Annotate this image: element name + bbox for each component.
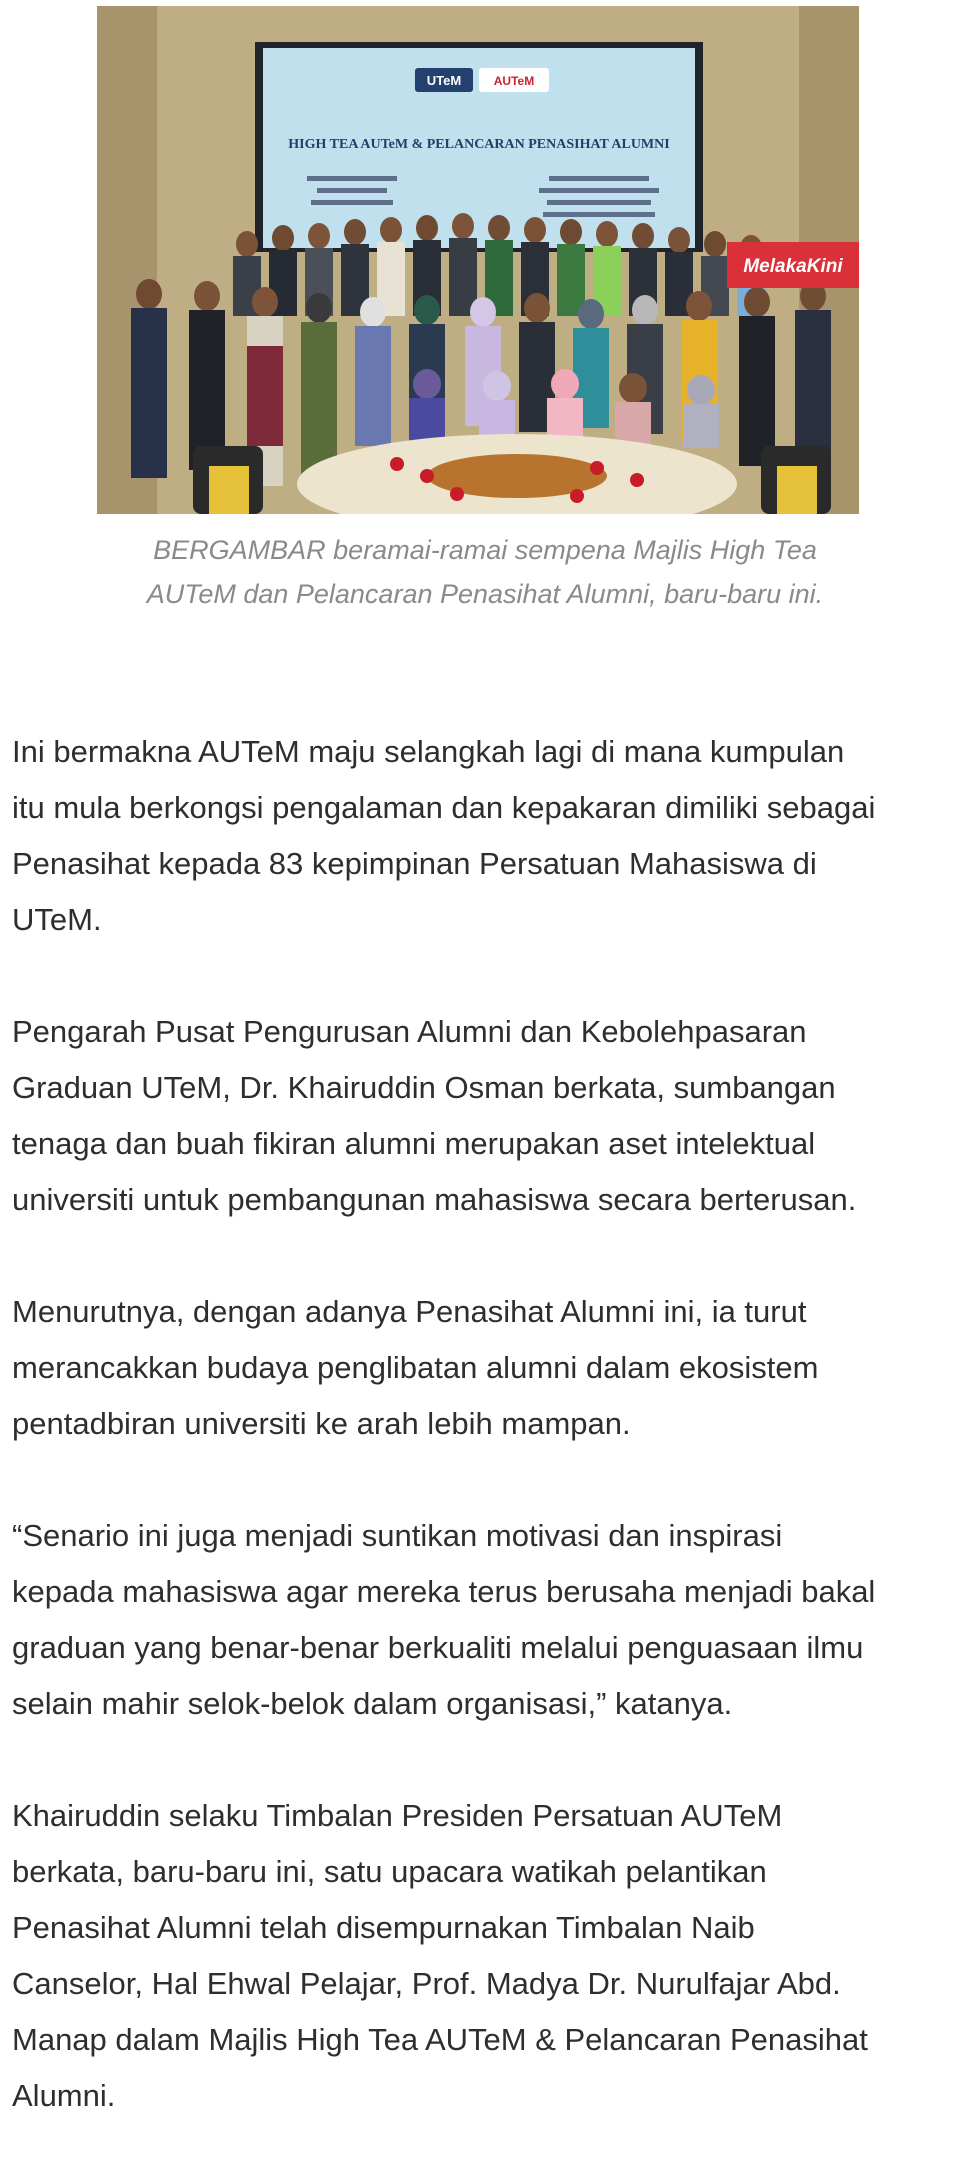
article-line: berkata, baru-baru ini, satu upacara watikah pelantikan xyxy=(12,1854,767,1889)
article-line: UTeM. xyxy=(12,902,102,937)
photo-caption xyxy=(60,528,910,616)
article-line: selain mahir selok-belok dalam organisasi,” katanya. xyxy=(12,1686,733,1721)
article-line: Penasihat Alumni telah disempurnakan Timbalan Naib xyxy=(12,1910,755,1945)
article-line: Graduan UTeM, Dr. Khairuddin Osman berkata, sumbangan xyxy=(12,1070,836,1105)
article-line: pentadbiran universiti ke arah lebih mampan. xyxy=(12,1406,631,1441)
autem-logo-text: AUTeM xyxy=(493,74,535,88)
article-line: Khairuddin selaku Timbalan Presiden Persatuan AUTeM xyxy=(12,1798,783,1833)
article-line: kepada mahasiswa agar mereka terus berusaha menjadi bakal xyxy=(12,1574,876,1609)
article-line: Canselor, Hal Ehwal Pelajar, Prof. Madya Dr. Nurulfajar Abd. xyxy=(12,1966,841,2001)
article-line: Ini bermakna AUTeM maju selangkah lagi di mana kumpulan xyxy=(12,734,845,769)
article-line: universiti untuk pembangunan mahasiswa secara berterusan. xyxy=(12,1182,857,1217)
article-line: Alumni. xyxy=(12,2078,116,2113)
article-line: Menurutnya, dengan adanya Penasihat Alumni ini, ia turut xyxy=(12,1294,807,1329)
article-body xyxy=(12,668,962,2180)
article-line: Manap dalam Majlis High Tea AUTeM & Pelancaran Penasihat xyxy=(12,2022,868,2057)
article-line: Penasihat kepada 83 kepimpinan Persatuan Mahasiswa di xyxy=(12,846,817,881)
photo-caption-line: BERGAMBAR beramai-ramai sempena Majlis High Tea xyxy=(153,535,817,565)
group-photo xyxy=(97,6,859,514)
melakakini-watermark-text: MelakaKini xyxy=(743,256,843,277)
photo-caption-line: AUTeM dan Pelancaran Penasihat Alumni, baru-baru ini. xyxy=(146,579,824,609)
utem-logo-text: UTeM xyxy=(426,73,462,88)
article-line: graduan yang benar-benar berkualiti melalui penguasaan ilmu xyxy=(12,1630,864,1665)
group-photo-illustration xyxy=(97,6,859,514)
banner-title: HIGH TEA AUTeM & PELANCARAN PENASIHAT ALUMNI xyxy=(288,137,670,152)
article-line: “Senario ini juga menjadi suntikan motivasi dan inspirasi xyxy=(12,1518,783,1553)
article-line: itu mula berkongsi pengalaman dan kepakaran dimiliki sebagai xyxy=(12,790,876,825)
article-line: merancakkan budaya penglibatan alumni dalam ekosistem xyxy=(12,1350,819,1385)
article-line: Pengarah Pusat Pengurusan Alumni dan Kebolehpasaran xyxy=(12,1014,807,1049)
article-line: tenaga dan buah fikiran alumni merupakan aset intelektual xyxy=(12,1126,816,1161)
